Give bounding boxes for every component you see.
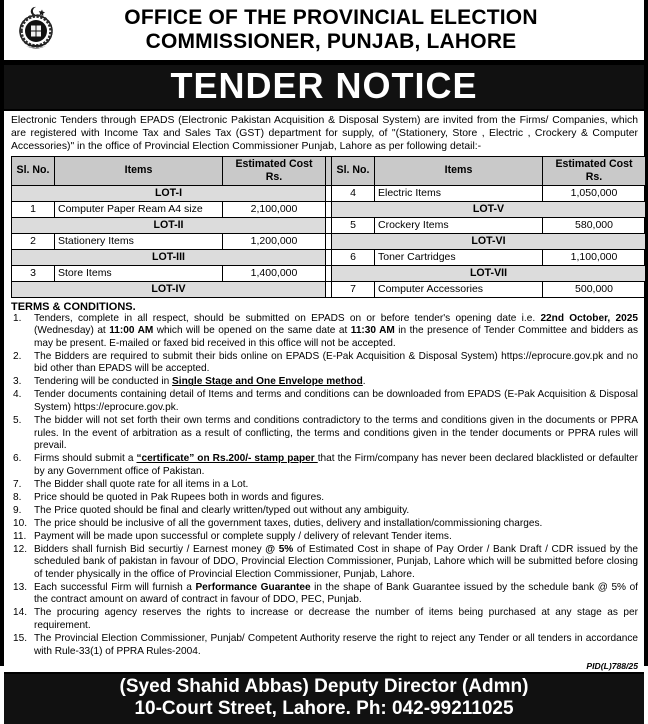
table-row	[12, 265, 646, 281]
term-item	[11, 313, 638, 351]
cell-sl-right: 6	[332, 249, 375, 265]
terms-heading: TERMS & CONDITIONS.	[11, 300, 136, 313]
term-text: The Bidder shall quote rate for all items in a Lot.	[34, 478, 249, 490]
term-item	[11, 505, 638, 518]
term-item	[11, 376, 638, 389]
term-number: 3.	[13, 376, 22, 388]
cell-sl-right: 4	[332, 185, 375, 201]
cell-sl-left: 1	[12, 201, 55, 217]
term-number: 2.	[13, 350, 22, 362]
term-text: Bidders shall furnish Bid securtiy / Earnest money @ 5% of Estimated Cost in shape of Pay Order / Bank Draft / CDR issued by the scheduled bank of pakistan in favour of DDO, Provincial Election Commissioner, Punjab, Lahore which will be submitted before closing of tender physically in the office of Provincial Election Commissioner, Punjab, Lahore.	[34, 543, 638, 580]
lot-header-cell-left: LOT-IV	[12, 281, 326, 297]
cell-cost-left: 1,400,000	[223, 265, 326, 281]
col-header-items-left: Items	[55, 156, 223, 185]
term-number: 7.	[13, 478, 22, 490]
cell-cost-right: 580,000	[543, 217, 646, 233]
term-item	[11, 582, 638, 607]
term-item	[11, 544, 638, 582]
intro-paragraph: Electronic Tenders through EPADS (Electronic Pakistan Acquisition & Disposal System) are invited from the Firms/ Companies, which are registered with Income Tax and Sales Tax (GST) department for supply, of "(Stationery, Store , Electric , Crockery & Computer Accessories)" in the office of Provincial Election Commissioner Punjab, Lahore as per following detail:-	[11, 115, 638, 153]
term-text: Tender documents containing detail of Items and terms and conditions can be downloaded from EPADS (E-Pak Acquisition & Disposal System) https://eprocure.gov.pk.	[34, 389, 638, 413]
term-number: 13.	[13, 581, 28, 593]
term-number: 4.	[13, 389, 22, 401]
tender-notice-banner: TENDER NOTICE	[4, 63, 644, 111]
cell-cost-left: 1,200,000	[223, 233, 326, 249]
term-text: The Bidders are required to submit their bids online on EPADS (E-Pak Acquisition & Disposal System) https://eprocure.gov.pk and no bid other than EPADS will be accepted.	[34, 350, 638, 375]
cell-item-left: Store Items	[55, 265, 223, 281]
document-footer	[4, 672, 644, 724]
table-row	[12, 217, 646, 233]
pid-reference: PID(L)788/25	[586, 660, 638, 671]
lot-header-cell-right: LOT-VI	[332, 233, 646, 249]
term-number: 10.	[13, 517, 28, 529]
cell-cost-left: 2,100,000	[223, 201, 326, 217]
cell-sl-right: 5	[332, 217, 375, 233]
footer-officer-name: (Syed Shahid Abbas) Deputy Director (Admn)	[119, 675, 529, 697]
cell-cost-right: 500,000	[543, 281, 646, 297]
term-item	[11, 479, 638, 492]
term-number: 6.	[13, 453, 22, 465]
pakistan-state-emblem-icon	[8, 3, 64, 57]
term-text: Tenders, complete in all respect, should be submitted on EPADS on or before tender's opening date i.e. 22nd October, 2025 (Wednesday) at 11:00 AM which will be opened on the same date at 11:30 AM in the presence of Tender Committee and bidders as may be present. E-mailed or faxed bid received in this office will not be accepted.	[34, 312, 639, 349]
term-number: 1.	[13, 312, 22, 324]
cell-item-right: Electric Items	[375, 185, 543, 201]
term-text: The bidder will not set forth their own terms and conditions contradictory to the terms and conditions given in the documents or PPRA rules. In the event of arbitration as a result of conflicting, the terms and conditions given in the tender documents or PPRA rules will prevail.	[34, 414, 638, 452]
lot-header-cell-left: LOT-I	[12, 185, 326, 201]
term-text: Each successful Firm will furnish a Performance Guarantee in the shape of Bank Guarantee issued by the schedule bank @ 5% of the contract amount on award of contract in favour of DDO, PEC, Punjab.	[34, 581, 638, 606]
terms-list	[4, 313, 644, 661]
table-row	[12, 233, 646, 249]
cell-cost-right: 1,050,000	[543, 185, 646, 201]
lots-table-wrapper	[4, 156, 644, 298]
table-row	[12, 185, 646, 201]
term-text: The Price quoted should be final and clearly written/typed out without any ambiguity.	[34, 504, 410, 516]
page-title-line-1: OFFICE OF THE PROVINCIAL ELECTION	[124, 6, 538, 29]
lots-table-body	[12, 185, 646, 297]
lot-header-cell-left: LOT-II	[12, 217, 326, 233]
term-item	[11, 415, 638, 453]
term-number: 11.	[13, 530, 27, 542]
header-title-block	[64, 6, 644, 54]
table-header-row	[12, 156, 646, 185]
table-row	[12, 281, 646, 297]
term-text: The price should be inclusive of all the government taxes, duties, delivery and installation/commissioning charges.	[34, 517, 543, 529]
term-item	[11, 351, 638, 376]
term-item	[11, 633, 638, 658]
cell-item-left: Stationery Items	[55, 233, 223, 249]
cell-sl-left: 3	[12, 265, 55, 281]
table-row	[12, 201, 646, 217]
col-header-items-right: Items	[375, 156, 543, 185]
lot-header-cell-left: LOT-III	[12, 249, 326, 265]
cell-cost-right: 1,100,000	[543, 249, 646, 265]
cell-sl-left: 2	[12, 233, 55, 249]
cell-item-right: Computer Accessories	[375, 281, 543, 297]
term-number: 15.	[13, 632, 28, 644]
term-item	[11, 518, 638, 531]
cell-item-right: Crockery Items	[375, 217, 543, 233]
page-title-line-2: COMMISSIONER, PUNJAB, LAHORE	[145, 30, 517, 53]
document-header	[4, 0, 644, 63]
cell-item-right: Toner Cartridges	[375, 249, 543, 265]
term-number: 14.	[13, 607, 28, 619]
lots-table	[11, 156, 646, 298]
term-text: The Provincial Election Commissioner, Punjab/ Competent Authority reserve the right to reject any Tender or all tenders in accordance with Rule-33(1) of PPRA Rules-2004.	[34, 632, 638, 657]
lot-header-cell-right: LOT-VII	[332, 265, 646, 281]
term-text: Firms should submit a “certificate” on Rs.200/- stamp paper that the Firm/company has never been declared blacklisted or defaulter by any Government office of Pakistan.	[34, 453, 638, 477]
term-item	[11, 389, 638, 414]
term-number: 12.	[13, 543, 28, 555]
lot-header-cell-right: LOT-V	[332, 201, 646, 217]
cell-item-left: Computer Paper Ream A4 size	[55, 201, 223, 217]
term-item	[11, 453, 638, 478]
col-header-cost-right: Estimated Cost Rs.	[543, 156, 646, 185]
term-item	[11, 531, 638, 544]
footer-address: 10-Court Street, Lahore. Ph: 042-99211025	[134, 697, 514, 719]
term-text: Tendering will be conducted in Single Stage and One Envelope method.	[34, 376, 366, 388]
term-text: Payment will be made upon successful or complete supply / delivery of relevant Tender items.	[34, 530, 452, 542]
table-row	[12, 249, 646, 265]
col-header-cost-left: Estimated Cost Rs.	[223, 156, 326, 185]
term-number: 8.	[13, 491, 22, 503]
term-item	[11, 492, 638, 505]
term-number: 5.	[13, 414, 22, 426]
term-number: 9.	[13, 504, 22, 516]
term-text: Price should be quoted in Pak Rupees both in words and figures.	[34, 491, 325, 503]
term-text: The procuring agency reserves the rights to increase or decrease the number of items being purchased at any stage as per requirement.	[34, 607, 638, 631]
term-item	[11, 607, 638, 632]
col-header-sl-left: Sl. No.	[12, 156, 55, 185]
col-header-sl-right: Sl. No.	[332, 156, 375, 185]
cell-sl-right: 7	[332, 281, 375, 297]
